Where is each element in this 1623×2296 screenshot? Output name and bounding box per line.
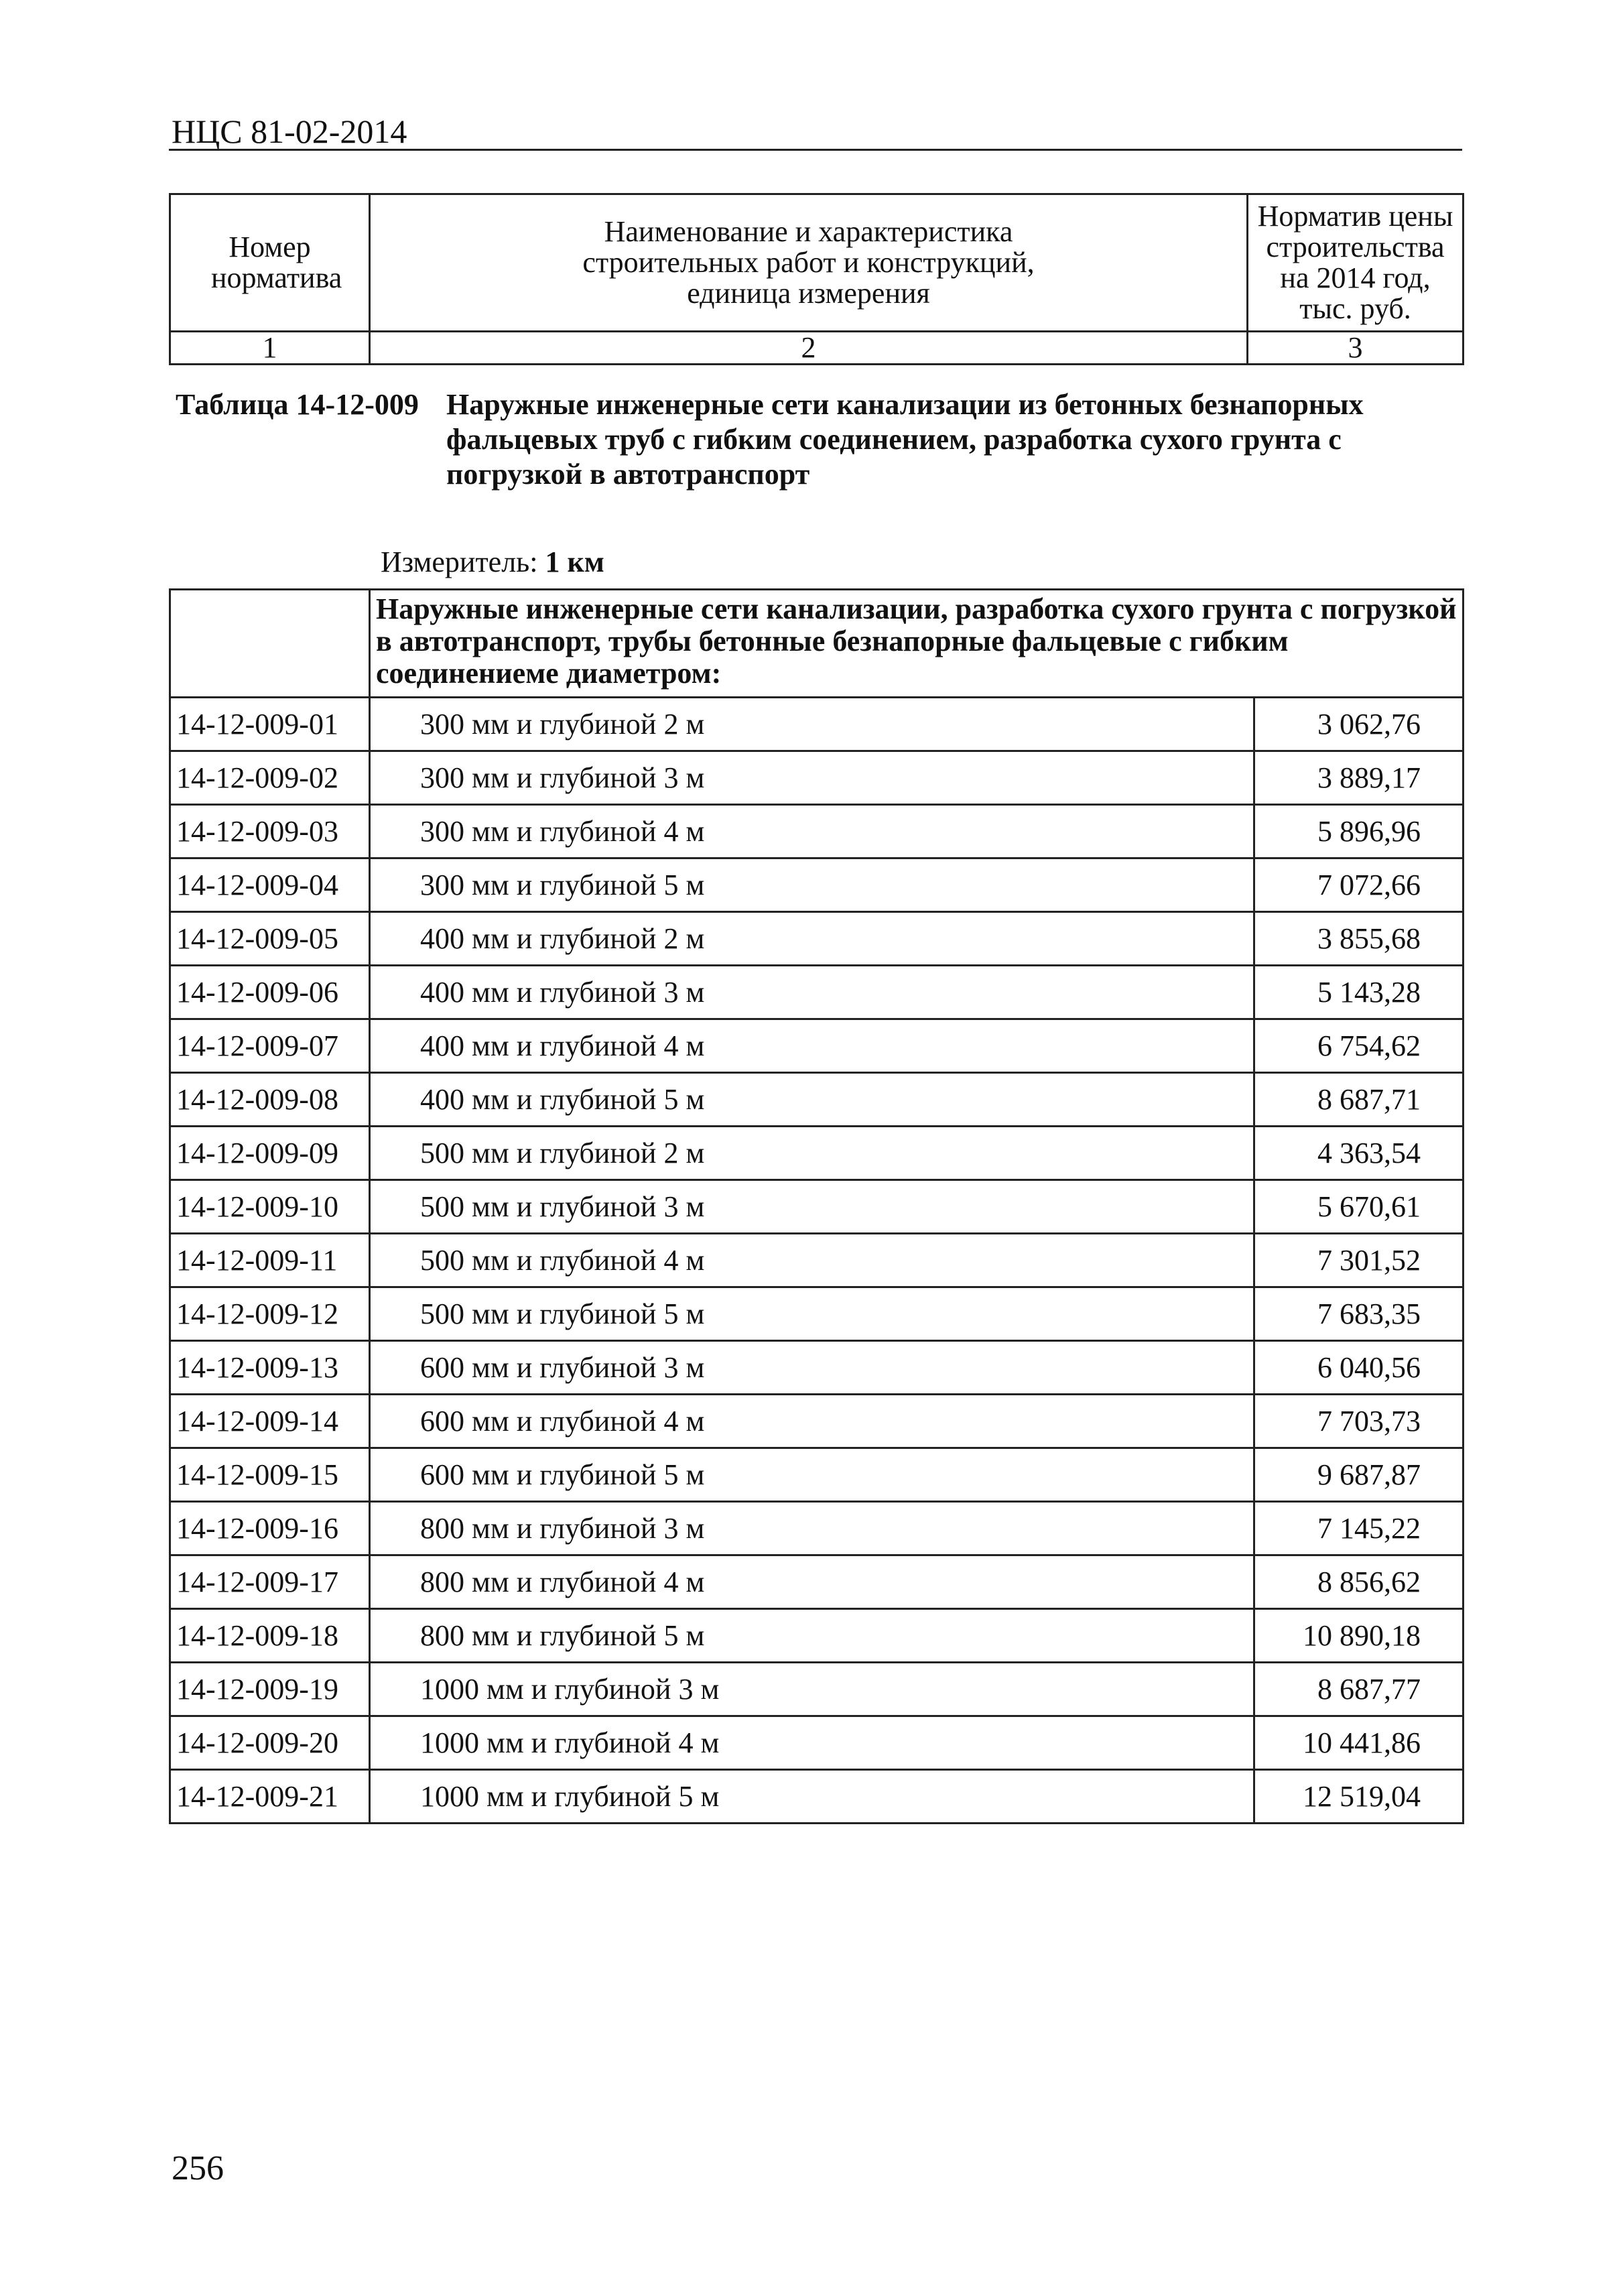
- norm-code-cell: 14-12-009-06: [170, 966, 370, 1019]
- norm-price-cell: 3 855,68: [1254, 912, 1464, 966]
- price-table: [169, 588, 1464, 1824]
- table-row: [170, 698, 1464, 751]
- norm-description-cell: 300 мм и глубиной 2 м: [370, 698, 1254, 751]
- norm-code-cell: 14-12-009-20: [170, 1716, 370, 1770]
- norm-description-cell: 1000 мм и глубиной 5 м: [370, 1770, 1254, 1824]
- section-intro: Наружные инженерные сети канализации, разработка сухого грунта с погрузкой в автотранспорт, трубы бетонные безнапорные фальцевые с гибким соединениеме диаметром:: [370, 590, 1464, 698]
- table-row: [170, 1019, 1464, 1073]
- norm-code-cell: 14-12-009-02: [170, 751, 370, 805]
- section-intro-row: [170, 590, 1464, 698]
- norm-description-cell: 400 мм и глубиной 2 м: [370, 912, 1254, 966]
- norm-description-cell: 600 мм и глубиной 3 м: [370, 1341, 1254, 1395]
- table-row: [170, 751, 1464, 805]
- norm-price-cell: 4 363,54: [1254, 1127, 1464, 1180]
- norm-code-cell: 14-12-009-04: [170, 858, 370, 912]
- norm-price-cell: 7 683,35: [1254, 1287, 1464, 1341]
- norm-price-cell: 7 703,73: [1254, 1395, 1464, 1448]
- norm-code-cell: 14-12-009-15: [170, 1448, 370, 1502]
- table-row: [170, 1287, 1464, 1341]
- table-row: [170, 1770, 1464, 1824]
- norm-price-cell: 9 687,87: [1254, 1448, 1464, 1502]
- norm-code-cell: 14-12-009-12: [170, 1287, 370, 1341]
- norm-price-cell: 10 890,18: [1254, 1609, 1464, 1663]
- norm-description-cell: 500 мм и глубиной 3 м: [370, 1180, 1254, 1234]
- section-intro-blank-cell: [170, 590, 370, 698]
- norm-description-cell: 1000 мм и глубиной 4 м: [370, 1716, 1254, 1770]
- table-row: [170, 1555, 1464, 1609]
- norm-price-cell: 6 754,62: [1254, 1019, 1464, 1073]
- table-row: [170, 966, 1464, 1019]
- norm-description-cell: 800 мм и глубиной 5 м: [370, 1609, 1254, 1663]
- norm-description-cell: 500 мм и глубиной 4 м: [370, 1234, 1254, 1287]
- table-row: [170, 1663, 1464, 1716]
- norm-description-cell: 800 мм и глубиной 4 м: [370, 1555, 1254, 1609]
- norm-code-cell: 14-12-009-18: [170, 1609, 370, 1663]
- norm-price-cell: 7 301,52: [1254, 1234, 1464, 1287]
- norm-code-cell: 14-12-009-05: [170, 912, 370, 966]
- table-title-label: Таблица 14-12-009: [176, 388, 419, 421]
- document-code: НЦС 81-02-2014: [172, 113, 407, 150]
- norm-description-cell: 600 мм и глубиной 5 м: [370, 1448, 1254, 1502]
- norm-code-cell: 14-12-009-21: [170, 1770, 370, 1824]
- column-header-number: [170, 194, 370, 332]
- table-title-text: Наружные инженерные сети канализации из бетонных безнапорных фальцевых труб с гибким соединением, разработка сухого грунта с погрузкой в автотранспорт: [446, 388, 1364, 491]
- table-row: [170, 1395, 1464, 1448]
- norm-description-cell: 300 мм и глубиной 5 м: [370, 858, 1254, 912]
- column-header-number-text: Номер норматива: [211, 231, 342, 294]
- column-header-price-text: Норматив цены строительства на 2014 год, тыс. руб.: [1257, 200, 1453, 325]
- table-row: [170, 1341, 1464, 1395]
- norm-code-cell: 14-12-009-19: [170, 1663, 370, 1716]
- norm-code-cell: 14-12-009-03: [170, 805, 370, 858]
- norm-code-cell: 14-12-009-14: [170, 1395, 370, 1448]
- table-row: [170, 805, 1464, 858]
- norm-price-cell: 8 856,62: [1254, 1555, 1464, 1609]
- measure-unit: [381, 545, 604, 580]
- column-header-name-text: Наименование и характеристика строительных работ и конструкций, единица измерения: [582, 215, 1035, 310]
- norm-description-cell: 400 мм и глубиной 3 м: [370, 966, 1254, 1019]
- norm-price-cell: 12 519,04: [1254, 1770, 1464, 1824]
- column-number-2: 2: [370, 332, 1248, 365]
- norm-price-cell: 6 040,56: [1254, 1341, 1464, 1395]
- norm-description-cell: 300 мм и глубиной 3 м: [370, 751, 1254, 805]
- norm-price-cell: 5 896,96: [1254, 805, 1464, 858]
- norm-description-cell: 400 мм и глубиной 4 м: [370, 1019, 1254, 1073]
- norm-description-cell: 1000 мм и глубиной 3 м: [370, 1663, 1254, 1716]
- norm-code-cell: 14-12-009-16: [170, 1502, 370, 1555]
- table-row: [170, 912, 1464, 966]
- norm-price-cell: 7 145,22: [1254, 1502, 1464, 1555]
- norm-description-cell: 400 мм и глубиной 5 м: [370, 1073, 1254, 1127]
- column-header-table: [169, 193, 1464, 365]
- table-row: [170, 1502, 1464, 1555]
- norm-price-cell: 10 441,86: [1254, 1716, 1464, 1770]
- norm-price-cell: 8 687,71: [1254, 1073, 1464, 1127]
- table-row: [170, 1234, 1464, 1287]
- norm-description-cell: 500 мм и глубиной 5 м: [370, 1287, 1254, 1341]
- table-row: [170, 858, 1464, 912]
- norm-description-cell: 500 мм и глубиной 2 м: [370, 1127, 1254, 1180]
- table-row: [170, 1716, 1464, 1770]
- norm-code-cell: 14-12-009-09: [170, 1127, 370, 1180]
- norm-code-cell: 14-12-009-17: [170, 1555, 370, 1609]
- norm-description-cell: 600 мм и глубиной 4 м: [370, 1395, 1254, 1448]
- table-row: [170, 1073, 1464, 1127]
- norm-code-cell: 14-12-009-01: [170, 698, 370, 751]
- norm-code-cell: 14-12-009-10: [170, 1180, 370, 1234]
- column-number-1: 1: [170, 332, 370, 365]
- measure-value: 1 км: [545, 546, 604, 578]
- norm-code-cell: 14-12-009-11: [170, 1234, 370, 1287]
- header-rule: [169, 149, 1462, 151]
- column-number-3: 3: [1248, 332, 1464, 365]
- table-row: [170, 1180, 1464, 1234]
- norm-price-cell: 3 889,17: [1254, 751, 1464, 805]
- table-row: [170, 1609, 1464, 1663]
- norm-description-cell: 300 мм и глубиной 4 м: [370, 805, 1254, 858]
- norm-price-cell: 7 072,66: [1254, 858, 1464, 912]
- column-header-name: [370, 194, 1248, 332]
- table-row: [170, 1127, 1464, 1180]
- norm-code-cell: 14-12-009-07: [170, 1019, 370, 1073]
- norm-price-cell: 5 143,28: [1254, 966, 1464, 1019]
- norm-code-cell: 14-12-009-08: [170, 1073, 370, 1127]
- page-number: 256: [172, 2149, 224, 2187]
- column-header-price: [1248, 194, 1464, 332]
- measure-label: Измеритель:: [381, 546, 538, 578]
- norm-description-cell: 800 мм и глубиной 3 м: [370, 1502, 1254, 1555]
- table-row: [170, 1448, 1464, 1502]
- norm-price-cell: 5 670,61: [1254, 1180, 1464, 1234]
- norm-price-cell: 3 062,76: [1254, 698, 1464, 751]
- norm-code-cell: 14-12-009-13: [170, 1341, 370, 1395]
- norm-price-cell: 8 687,77: [1254, 1663, 1464, 1716]
